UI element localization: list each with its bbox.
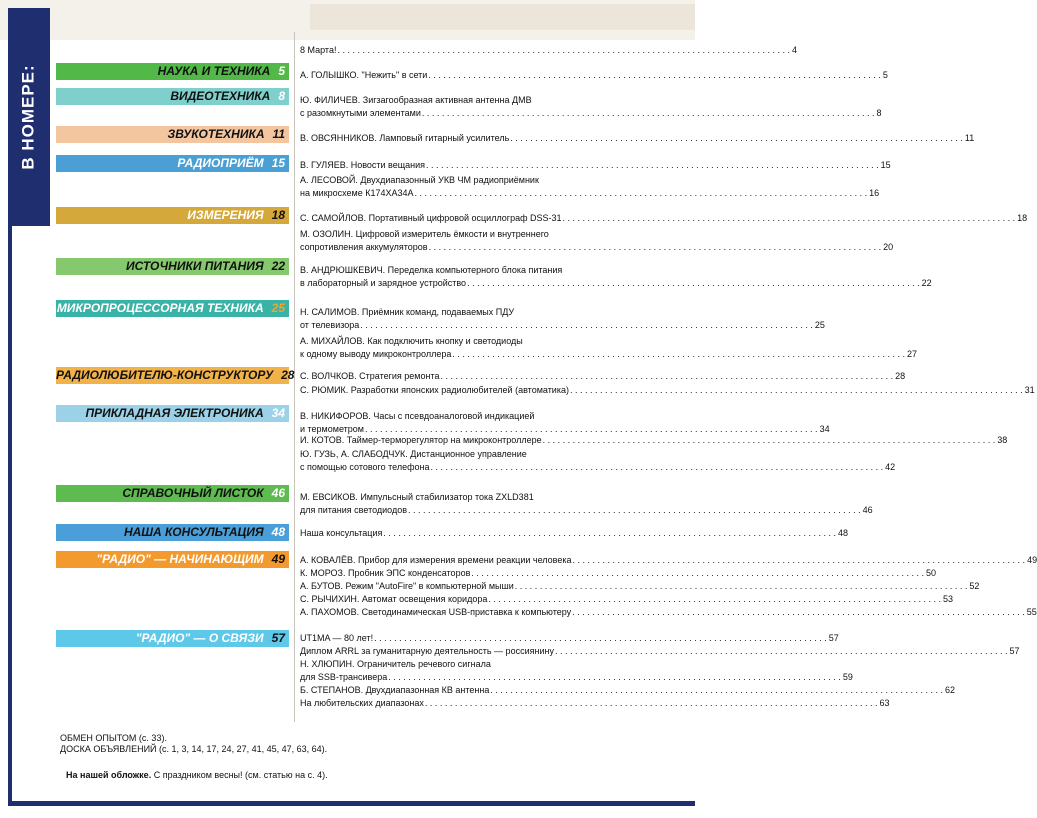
toc-entry-last-line: [300, 567, 936, 580]
dot-leader: [488, 593, 941, 606]
section-title: НАУКА И ТЕХНИКА: [157, 64, 271, 78]
toc-entry-text: С. САМОЙЛОВ. Портативный цифровой осциллограф DSS-31: [300, 213, 562, 223]
dot-leader: [388, 671, 841, 684]
section-title: ИСТОЧНИКИ ПИТАНИЯ: [126, 259, 264, 273]
toc-entry-page: 63: [879, 698, 890, 708]
section-page: 5: [278, 64, 285, 78]
toc-entry-text: В. ОВСЯННИКОВ. Ламповый гитарный усилитель: [300, 133, 510, 143]
section-title: "РАДИО" — О СВЯЗИ: [135, 631, 264, 645]
toc-entry-text: А. МИХАЙЛОВ. Как подключить кнопку и светодиоды: [300, 336, 523, 346]
toc-entry[interactable]: [300, 306, 825, 332]
dot-leader: [555, 645, 1008, 658]
toc-entry[interactable]: [300, 94, 882, 120]
toc-entry-last-line: [300, 159, 891, 172]
toc-entry[interactable]: [300, 645, 1020, 658]
toc-entry[interactable]: [300, 684, 955, 697]
dot-leader: [441, 370, 894, 383]
section-title: МИКРОПРОЦЕССОРНАЯ ТЕХНИКА: [56, 301, 264, 315]
toc-entry-page: 11: [964, 133, 975, 143]
toc-entry-text: В. ГУЛЯЕВ. Новости вещания: [300, 160, 426, 170]
dot-leader: [374, 632, 827, 645]
section-page: 15: [271, 156, 285, 170]
toc-entry-line: [300, 491, 656, 504]
dot-leader: [452, 348, 905, 361]
toc-entry-page: 42: [885, 462, 896, 472]
toc-entry-last-line: [300, 554, 1037, 567]
toc-entry-last-line: [300, 580, 980, 593]
toc-entry-last-line: [300, 527, 848, 540]
dot-leader: [471, 567, 924, 580]
section-audio[interactable]: [56, 126, 289, 143]
toc-entry[interactable]: [300, 580, 980, 593]
toc-entry-text: на микросхеме К174ХА34А: [300, 188, 414, 198]
toc-entry-last-line: [300, 697, 890, 710]
left-border-line: [8, 226, 12, 806]
toc-entry-text: от телевизора: [300, 320, 360, 330]
toc-entry[interactable]: [300, 335, 917, 361]
dot-leader: [570, 384, 1023, 397]
toc-entry-line: [300, 448, 656, 461]
section-title: ИЗМЕРЕНИЯ: [187, 208, 264, 222]
toc-entry[interactable]: [300, 448, 896, 474]
toc-entry-text: UT1MA — 80 лет!: [300, 633, 374, 643]
section-page: 49: [271, 552, 285, 566]
toc-entry-text: Б. СТЕПАНОВ. Двухдиапазонная КВ антенна: [300, 685, 490, 695]
toc-entry-text: В. НИКИФОРОВ. Часы с псевдоаналоговой индикацией: [300, 411, 535, 421]
section-title: "РАДИО" — НАЧИНАЮЩИМ: [96, 552, 264, 566]
cover-text: С праздником весны! (см. статью на с. 4).: [151, 770, 328, 780]
toc-entry-text: М. ЕВСИКОВ. Импульсный стабилизатор тока ZXLD381: [300, 492, 534, 502]
toc-entry-last-line: [300, 434, 1008, 447]
toc-entry[interactable]: [300, 264, 932, 290]
toc-entry-page: 20: [883, 242, 894, 252]
toc-entry[interactable]: [300, 434, 1008, 447]
toc-entry-line: [300, 174, 656, 187]
toc-entry-text: К. МОРОЗ. Пробник ЭПС конденсаторов: [300, 568, 471, 578]
bottom-border-line: [8, 801, 695, 806]
toc-entry-page: 31: [1024, 385, 1035, 395]
toc-entry-line: [300, 228, 656, 241]
toc-entry-text: На любительских диапазонах: [300, 698, 424, 708]
toc-entry-page: 28: [895, 371, 906, 381]
toc-entry-page: 59: [842, 672, 853, 682]
toc-entry[interactable]: [300, 606, 1037, 619]
section-microprocessor[interactable]: [56, 300, 289, 317]
toc-entry[interactable]: [300, 410, 830, 436]
toc-entry-last-line: [300, 69, 888, 82]
toc-entry-text: 8 Марта!: [300, 45, 337, 55]
toc-entry-page: 50: [925, 568, 936, 578]
toc-entry-text: Наша консультация: [300, 528, 383, 538]
toc-entry-page: 8: [876, 108, 882, 118]
section-communication[interactable]: [56, 630, 289, 647]
toc-entry-last-line: [300, 384, 1035, 397]
toc-entry-text: Ю. ГУЗЬ, А. СЛАБОДЧУК. Дистанционное управление: [300, 449, 527, 459]
dot-leader: [431, 461, 884, 474]
toc-entry-page: 49: [1027, 555, 1037, 565]
toc-entry-last-line: [300, 319, 825, 332]
toc-entry[interactable]: [300, 593, 953, 606]
toc-entry-line: [300, 306, 656, 319]
section-title: ПРИКЛАДНАЯ ЭЛЕКТРОНИКА: [85, 406, 264, 420]
top-band-strip: [310, 4, 695, 30]
dot-leader: [429, 241, 882, 254]
toc-entry-text: А. ГОЛЫШКО. "Нежить" в сети: [300, 70, 428, 80]
toc-entry-last-line: [300, 671, 853, 684]
toc-entry-page: 25: [814, 320, 825, 330]
toc-entry-text: И. КОТОВ. Таймер-терморегулятор на микроконтроллере: [300, 435, 542, 445]
section-reference-sheet[interactable]: [56, 485, 289, 502]
toc-entry-last-line: [300, 461, 896, 474]
top-band: [0, 0, 695, 40]
toc-entry[interactable]: [300, 567, 936, 580]
section-page: 18: [271, 208, 285, 222]
toc-entry-text: М. ОЗОЛИН. Цифровой измеритель ёмкости и внутреннего: [300, 229, 549, 239]
dot-leader: [337, 44, 790, 57]
toc-entry-text: С. РЮМИК. Разработки японских радиолюбителей (автоматика): [300, 385, 569, 395]
section-page: 46: [271, 486, 285, 500]
toc-entry-text: Ю. ФИЛИЧЕВ. Зигзагообразная активная антенна ДМВ: [300, 95, 532, 105]
section-video[interactable]: [56, 88, 289, 105]
footer-exchange: ОБМЕН ОПЫТОМ (с. 33).: [60, 733, 167, 743]
toc-entry-page: 15: [880, 160, 891, 170]
toc-entry-page: 57: [828, 633, 839, 643]
toc-entry-page: 16: [869, 188, 880, 198]
dot-leader: [422, 107, 875, 120]
toc-entry-line: [300, 94, 656, 107]
toc-entry-text: Н. ХЛЮПИН. Ограничитель речевого сигнала: [300, 659, 491, 669]
toc-entry[interactable]: [300, 228, 894, 254]
vertical-title-band: [8, 8, 50, 226]
toc-entry-page: 52: [969, 581, 980, 591]
section-page: 57: [271, 631, 285, 645]
dot-leader: [426, 159, 879, 172]
toc-entry-text: в лабораторный и зарядное устройство: [300, 278, 467, 288]
section-page: 25: [271, 301, 285, 315]
toc-entry-last-line: [300, 504, 873, 517]
dot-leader: [408, 504, 861, 517]
toc-entry[interactable]: [300, 44, 798, 57]
section-measurements[interactable]: [56, 207, 289, 224]
section-page: 11: [272, 127, 285, 141]
dot-leader: [572, 554, 1025, 567]
section-beginners[interactable]: [56, 551, 289, 568]
section-page: 48: [271, 525, 285, 539]
toc-entry-last-line: [300, 44, 798, 57]
section-title: СПРАВОЧНЫЙ ЛИСТОК: [122, 486, 264, 500]
dot-leader: [383, 527, 836, 540]
toc-entry[interactable]: [300, 554, 1037, 567]
toc-entry-page: 4: [792, 45, 798, 55]
toc-entry-line: [300, 264, 656, 277]
toc-entry[interactable]: [300, 370, 906, 383]
section-title: ВИДЕОТЕХНИКА: [170, 89, 271, 103]
toc-entry-text: В. АНДРЮШКЕВИЧ. Переделка компьютерного блока питания: [300, 265, 563, 275]
toc-entry-text: для SSB-трансивера: [300, 672, 388, 682]
toc-entry-text: Н. САЛИМОВ. Приёмник команд, подаваемых ПДУ: [300, 307, 515, 317]
footer-cover: [66, 770, 328, 781]
toc-entry-line: [300, 335, 656, 348]
toc-entry-page: 53: [942, 594, 953, 604]
vertical-title: В НОМЕРЕ:: [19, 64, 38, 170]
toc-entry[interactable]: [300, 159, 891, 172]
toc-entry-page: 5: [882, 70, 888, 80]
toc-entry-text: с разомкнутыми элементами: [300, 108, 421, 118]
dot-leader: [467, 277, 920, 290]
toc-entry[interactable]: [300, 174, 880, 200]
toc-entry-text: А. ЛЕСОВОЙ. Двухдиапазонный УКВ ЧМ радиоприёмник: [300, 175, 539, 185]
dot-leader: [428, 69, 881, 82]
toc-entry-page: 18: [1017, 213, 1028, 223]
toc-entry-last-line: [300, 606, 1037, 619]
toc-entry-page: 55: [1026, 607, 1037, 617]
toc-entry-text: А. БУТОВ. Режим "AutoFire" в компьютерной мыши: [300, 581, 514, 591]
toc-entry-page: 27: [906, 349, 917, 359]
section-consultation[interactable]: [56, 524, 289, 541]
toc-entry-last-line: [300, 593, 953, 606]
toc-entry-page: 38: [997, 435, 1008, 445]
toc-entry-last-line: [300, 107, 882, 120]
section-title: ЗВУКОТЕХНИКА: [167, 127, 265, 141]
footer-ads: ДОСКА ОБЪЯВЛЕНИЙ (с. 1, 3, 14, 17, 24, 27, 41, 45, 47, 63, 64).: [60, 744, 328, 754]
toc-entry-text: для питания светодиодов: [300, 505, 408, 515]
toc-entry-last-line: [300, 187, 880, 200]
cover-label: На нашей обложке.: [66, 770, 152, 780]
section-title: РАДИОЛЮБИТЕЛЮ-КОНСТРУКТОРУ: [56, 368, 274, 382]
toc-entry-line: [300, 658, 656, 671]
section-title: НАША КОНСУЛЬТАЦИЯ: [123, 525, 264, 539]
dot-leader: [360, 319, 813, 332]
dot-leader: [543, 434, 996, 447]
toc-entry-last-line: [300, 684, 955, 697]
toc-entry-page: 22: [921, 278, 932, 288]
toc-entry-page: 48: [837, 528, 848, 538]
dot-leader: [415, 187, 868, 200]
toc-entry-text: С. ВОЛЧКОВ. Стратегия ремонта: [300, 371, 440, 381]
toc-entry-text: к одному выводу микроконтроллера: [300, 349, 452, 359]
toc-entry-text: сопротивления аккумуляторов: [300, 242, 428, 252]
toc-entry[interactable]: [300, 384, 1035, 397]
toc-entry[interactable]: [300, 527, 848, 540]
toc-entry-last-line: [300, 632, 839, 645]
section-nauka[interactable]: [56, 63, 289, 80]
dot-leader: [490, 684, 943, 697]
section-radio-reception[interactable]: [56, 155, 289, 172]
toc-entry-text: А. КОВАЛЁВ. Прибор для измерения времени реакции человека: [300, 555, 572, 565]
toc-entry-text: Диплом ARRL за гуманитарную деятельность — россиянину: [300, 646, 554, 656]
toc-entry-last-line: [300, 132, 975, 145]
dot-leader: [572, 606, 1025, 619]
section-page: 22: [271, 259, 285, 273]
toc-entry-last-line: [300, 277, 932, 290]
toc-entry-last-line: [300, 241, 894, 254]
toc-entry[interactable]: [300, 132, 975, 145]
toc-entry-page: 62: [944, 685, 955, 695]
toc-entry-last-line: [300, 370, 906, 383]
toc-entry-text: А. ПАХОМОВ. Светодинамическая USB-приставка к компьютеру: [300, 607, 572, 617]
section-applied-electronics[interactable]: [56, 405, 289, 422]
toc-entry-last-line: [300, 645, 1020, 658]
toc-entry-last-line: [300, 348, 917, 361]
section-page: 8: [278, 89, 285, 103]
section-page: 34: [271, 406, 285, 420]
toc-entry[interactable]: [300, 697, 890, 710]
toc-entry-text: и термометром: [300, 424, 364, 434]
toc-entry[interactable]: [300, 69, 888, 82]
dot-leader: [563, 212, 1016, 225]
toc-entry[interactable]: [300, 632, 839, 645]
toc-entry-page: 57: [1009, 646, 1020, 656]
toc-entry-line: [300, 410, 656, 423]
toc-entry-page: 46: [862, 505, 873, 515]
section-title: РАДИОПРИЁМ: [177, 156, 264, 170]
section-power-sources[interactable]: [56, 258, 289, 275]
toc-entry[interactable]: [300, 212, 1028, 225]
toc-entry-text: с помощью сотового телефона: [300, 462, 430, 472]
dot-leader: [510, 132, 963, 145]
dot-leader: [515, 580, 968, 593]
section-constructor[interactable]: [56, 367, 295, 384]
section-page: 28: [281, 368, 295, 382]
dot-leader: [425, 697, 878, 710]
toc-entry-last-line: [300, 212, 1028, 225]
toc-entry[interactable]: [300, 658, 853, 684]
toc-entry[interactable]: [300, 491, 873, 517]
toc-entry-text: С. РЫЧИХИН. Автомат освещения коридора: [300, 594, 488, 604]
toc-entry-page: 34: [819, 424, 830, 434]
